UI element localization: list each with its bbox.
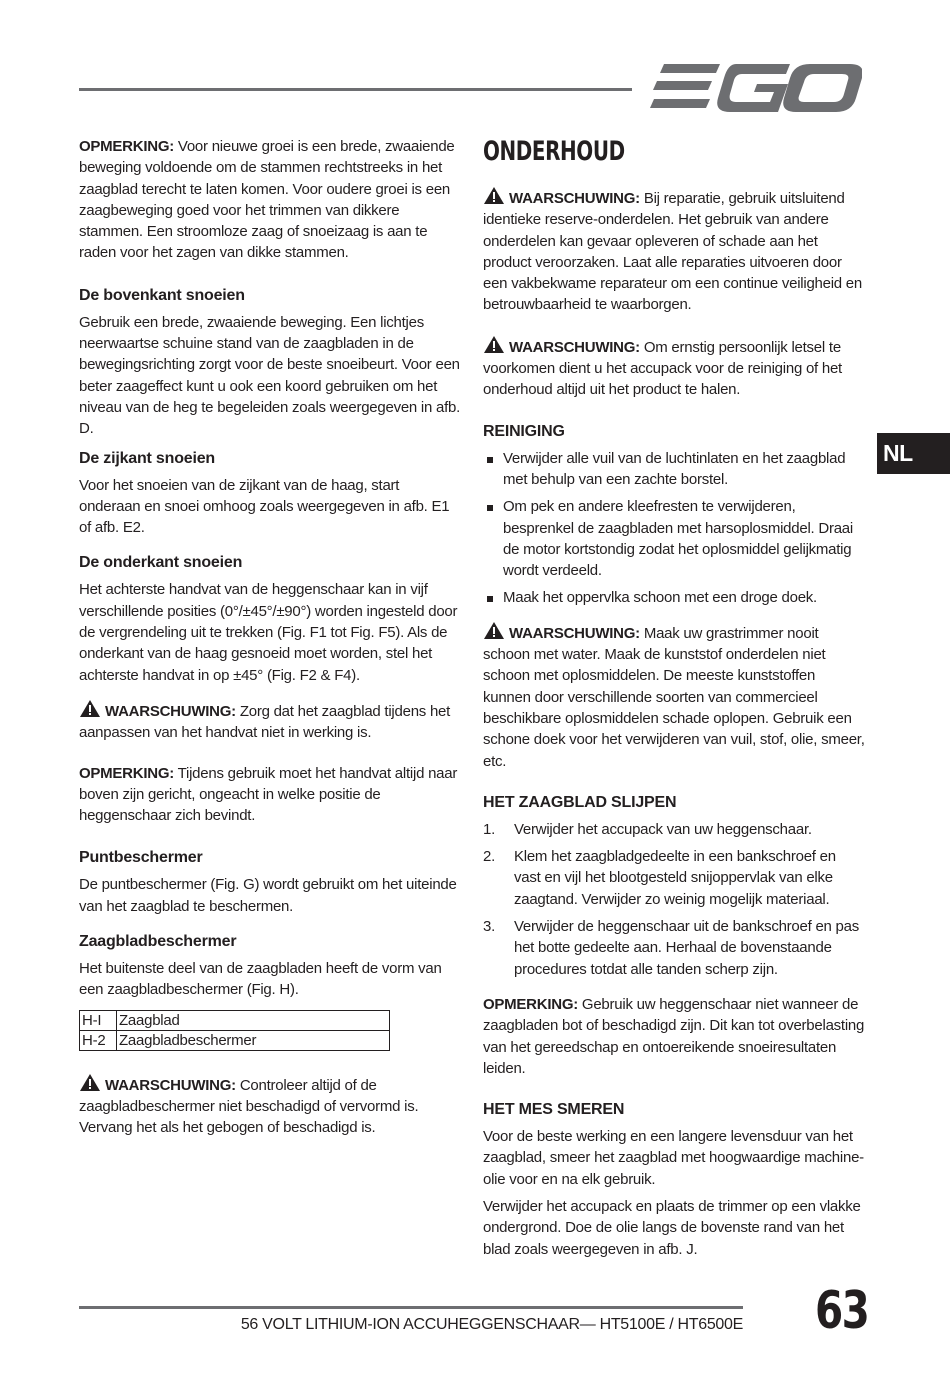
- warning-triangle-icon: [79, 1073, 101, 1092]
- heading-cleaning: REINIGING: [483, 422, 565, 440]
- parts-table: [79, 1010, 390, 1051]
- heading-bottom-trimming: De onderkant snoeien: [79, 554, 243, 572]
- lubrication-text: Voor de beste werking en een langere levensduur van het zaagblad, smeer het zaagblad met hoogwaardige machine-olie voor en na elk gebruik.: [483, 1128, 864, 1188]
- cleaning-list: [483, 448, 865, 609]
- warning-paragraph: WAARSCHUWING: Controleer altijd of de zaagbladbeschermer niet beschadigd of vervormd is. Vervang het als het gebogen of beschadigd is.: [79, 1073, 462, 1139]
- list-item: 3. Verwijder de heggenschaar uit de bankschroef en pas het botte gedeelte aan. Herhaal de bovenstaande procedures totdat alle tanden scherp zijn.: [483, 918, 859, 978]
- warning-triangle-icon: [79, 699, 101, 718]
- section-title: ONDERHOUD: [483, 136, 625, 167]
- warning-triangle-icon: [483, 621, 505, 640]
- tip-guard-text: De puntbeschermer (Fig. G) wordt gebruikt om het uiteinde van het zaagblad te beschermen.: [79, 876, 457, 915]
- table-row: H-I Zaagblad: [80, 1010, 390, 1030]
- warning-paragraph: WAARSCHUWING: Bij reparatie, gebruik uitsluitend identieke reserve-onderdelen. Het gebruik van andere onderdelen kan gevaar opleveren of schade aan het product veroorzaken. Laat alle reparaties uitvoeren door een vakbekwame reparateur om een continue veiligheid en betrouwbaarheid te waarborgen.: [483, 186, 865, 316]
- list-item: Maak het oppervlka schoon met een droge doek.: [483, 587, 865, 608]
- warning-triangle-icon: [483, 186, 505, 205]
- warning-paragraph: WAARSCHUWING: Zorg dat het zaagblad tijdens het aanpassen van het handvat niet in werking is.: [79, 699, 462, 744]
- bottom-trimming-text: Het achterste handvat van de heggenschaar kan in vijf verschillende posities (0°/±45°/±90°) worden ingesteld door de vergrendeling uit te trekken (Fig. F1 tot Fig. F5). Als de onderkant van de haag gesnoeid moet worden, stel het achterste handvat in op ±45° (Fig. F2 & F4).: [79, 581, 458, 684]
- footer-rule: [79, 1306, 743, 1309]
- list-item: 1. Verwijder het accupack van uw heggenschaar.: [483, 820, 812, 838]
- blade-guard-text: Het buitenste deel van de zaagbladen heeft de vorm van een zaagbladbeschermer (Fig. H).: [79, 960, 442, 999]
- top-trimming-text: Gebruik een brede, zwaaiende beweging. Een lichtjes neerwaartse schuine stand van de zaagbladen in de bewegingsrichting zorgt voor de beste snoeibeurt. Voor een beter zaageffect kunt u ook een koord gebruiken om het niveau van de heg te begeleiden zoals weergegeven in afb. D.: [79, 313, 461, 438]
- side-trimming-text: Voor het snoeien van de zijkant van de haag, start onderaan en snoei omhoog zoals weergegeven in afb. E1 of afb. E2.: [79, 476, 450, 537]
- heading-top-trimming: De bovenkant snoeien: [79, 286, 245, 304]
- table-row: H-2 Zaagbladbeschermer: [80, 1030, 390, 1050]
- ego-logo: [650, 62, 862, 114]
- left-column: [79, 136, 462, 1139]
- page-number: 63: [815, 1281, 869, 1341]
- warning-triangle-icon: [483, 335, 505, 354]
- footer-product-title: 56 VOLT LITHIUM-ION ACCUHEGGENSCHAAR— HT5100E / HT6500E: [240, 1316, 743, 1333]
- header-rule: [79, 88, 632, 91]
- note-paragraph: OPMERKING: Voor nieuwe groei is een brede, zwaaiende beweging voldoende om de stammen rechtstreeks in het zaagblad terecht te laten komen. Voor oudere groei is een zaagbeweging goed voor het trimmen van dikkere stammen. Een stroomloze zaag of snoeizaag is aan te raden voor het zagen van dikke stammen.: [79, 138, 455, 262]
- list-item: Om pek en andere kleefresten te verwijderen, besprenkel de zaagbladen met harsoplosmiddel. Draai de motor kortstondig zodat het oplosmiddel gelijkmatig wordt verdeeld.: [483, 496, 865, 581]
- heading-blade-guard: Zaagbladbeschermer: [79, 933, 237, 951]
- heading-side-trimming: De zijkant snoeien: [79, 449, 215, 467]
- warning-paragraph: WAARSCHUWING: Maak uw grastrimmer nooit schoon met water. Maak de kunststof onderdelen niet schoon met oplosmiddelen. De meeste kunststoffen kunnen door verschillende soorten van commercieel beschikbare oplosmiddelen schade oplopen. Gebruik een schone doek voor het verwijderen van vuil, stof, olie, smeer, etc.: [483, 621, 865, 772]
- heading-lubrication: HET MES SMEREN: [483, 1101, 625, 1119]
- lubrication-text: Verwijder het accupack en plaats de trimmer op een vlakke ondergrond. Doe de olie langs de bovenste rand van het blad zoals weergegeven in afb. J.: [483, 1197, 861, 1258]
- right-column: [483, 136, 865, 1260]
- heading-tip-guard: Puntbeschermer: [79, 849, 203, 867]
- list-item: 2. Klem het zaagbladgedeelte in een bankschroef en vast en vijl het blootgesteld snijoppervlak van elke zaagtand. Verwijder zo weinig mogelijk materiaal.: [483, 848, 836, 908]
- language-tab: NL: [877, 433, 950, 474]
- note-paragraph: OPMERKING: Gebruik uw heggenschaar niet wanneer de zaagbladen bot of beschadigd zijn. Dit kan tot overbelasting van het gereedschap en ontoereikende snoeiresultaten leiden.: [483, 995, 865, 1077]
- list-item: Verwijder alle vuil van de luchtinlaten en het zaagblad met behulp van een zachte borstel.: [483, 448, 865, 491]
- heading-sharpening: HET ZAAGBLAD SLIJPEN: [483, 793, 677, 811]
- sharpening-steps: [483, 819, 865, 980]
- warning-paragraph: WAARSCHUWING: Om ernstig persoonlijk letsel te voorkomen dient u het accupack voor de reiniging of het onderhoud altijd uit het product te halen.: [483, 335, 865, 401]
- note-paragraph: OPMERKING: Tijdens gebruik moet het handvat altijd naar boven zijn gericht, ongeacht in welke positie de heggenschaar zich bevindt.: [79, 764, 458, 825]
